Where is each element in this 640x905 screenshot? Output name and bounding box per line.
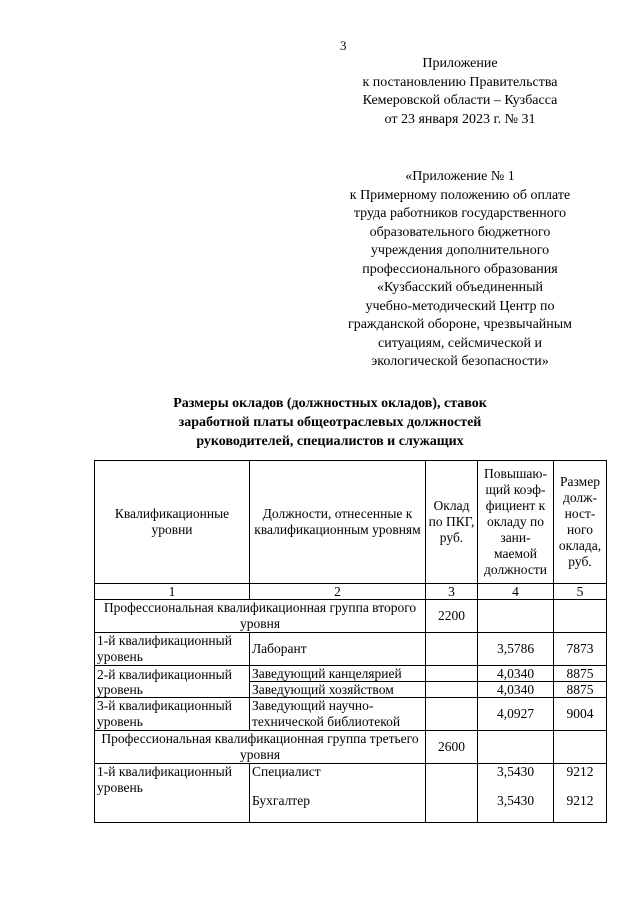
appendix-quote-line: учреждения дополнительного <box>370 243 550 258</box>
table-row <box>95 698 607 731</box>
appendix-quote-line: к Примерному положению об оплате <box>349 187 571 203</box>
group-label: Профессиональная квалификационная группа второго уровня <box>95 600 426 633</box>
header-official-salary: Размер долж- ност- ного оклада, руб. <box>554 461 607 584</box>
position: Заведующий научно-технической библиотекой <box>250 698 426 731</box>
coefficient: 3,5430 <box>496 764 535 779</box>
position: Заведующий канцелярией <box>250 666 426 682</box>
official-salary: 9004 <box>554 698 607 731</box>
column-number: 2 <box>250 584 426 600</box>
table-header-row <box>95 461 607 584</box>
official-salary: 8875 <box>554 666 607 682</box>
position: Лаборант <box>250 633 426 666</box>
title-line: Размеры окладов (должностных окладов), ставок <box>173 396 487 411</box>
column-number-row <box>95 584 607 600</box>
position: Специалист <box>252 764 321 779</box>
coefficient: 4,0340 <box>478 666 554 682</box>
appendix-quote <box>320 168 600 372</box>
appendix-quote-line: образовательного бюджетного <box>369 224 551 240</box>
column-number: 5 <box>554 584 607 600</box>
appendix-quote-line: ситуациям, сейсмической и <box>377 335 542 351</box>
official-salary: 9212 <box>566 764 594 779</box>
appendix-header-line: Кемеровской области – Кузбасса <box>362 93 558 108</box>
appendix-header <box>330 55 590 129</box>
table-row <box>95 666 607 682</box>
column-number: 1 <box>95 584 250 600</box>
header-qualification-levels: Квалификационные уровни <box>95 461 250 584</box>
group-salary: 2200 <box>426 600 478 633</box>
header-positions: Должности, отнесенные к квалификационным уровням <box>250 461 426 584</box>
salary-table <box>94 460 607 823</box>
group-label: Профессиональная квалификационная группа третьего уровня <box>95 731 426 764</box>
appendix-quote-line: экологической безопасности» <box>371 354 549 369</box>
table-row <box>95 633 607 666</box>
appendix-quote-line: «Кузбасский объединенный <box>376 280 544 295</box>
official-salary: 7873 <box>554 633 607 666</box>
coefficient: 3,5786 <box>478 633 554 666</box>
table-row <box>95 764 607 823</box>
appendix-quote-line: профессионального образования <box>362 261 558 277</box>
position: Бухгалтер <box>252 793 310 808</box>
group-row <box>95 600 607 633</box>
appendix-header-line: Приложение <box>422 56 498 71</box>
column-number: 4 <box>478 584 554 600</box>
coefficient: 3,5430 <box>496 793 535 808</box>
qualification-level: 2-й квалификационный уровень <box>95 666 250 698</box>
appendix-quote-line: труда работников государственного <box>353 206 567 221</box>
position: Заведующий хозяйством <box>250 682 426 698</box>
header-coefficient: Повышаю- щий коэф- фициент к окладу по зани- маемой должности <box>478 461 554 584</box>
group-salary: 2600 <box>426 731 478 764</box>
title-line: руководителей, специалистов и служащих <box>196 434 464 449</box>
column-number: 3 <box>426 584 478 600</box>
appendix-quote-line: гражданской обороне, чрезвычайным <box>347 317 573 332</box>
header-pkg-salary: Оклад по ПКГ, руб. <box>426 461 478 584</box>
appendix-quote-line: «Приложение № 1 <box>405 169 515 184</box>
document-title <box>120 394 540 451</box>
official-salary-list <box>554 764 607 823</box>
appendix-header-line: от 23 января 2023 г. № 31 <box>384 111 536 127</box>
page-number: 3 <box>340 38 347 53</box>
official-salary: 8875 <box>554 682 607 698</box>
title-line: заработной платы общеотраслевых должностей <box>178 415 482 430</box>
qualification-level: 3-й квалификационный уровень <box>95 698 250 731</box>
qualification-level: 1-й квалификационный уровень <box>95 633 250 666</box>
qualification-level: 1-й квалификационный уровень <box>95 764 250 823</box>
appendix-header-line: к постановлению Правительства <box>362 74 558 90</box>
official-salary: 9212 <box>566 793 594 808</box>
appendix-quote-line: учебно-методический Центр по <box>365 298 555 314</box>
coefficient: 4,0927 <box>478 698 554 731</box>
coefficient-list <box>478 764 554 823</box>
coefficient: 4,0340 <box>478 682 554 698</box>
position-list <box>250 764 426 823</box>
group-row <box>95 731 607 764</box>
